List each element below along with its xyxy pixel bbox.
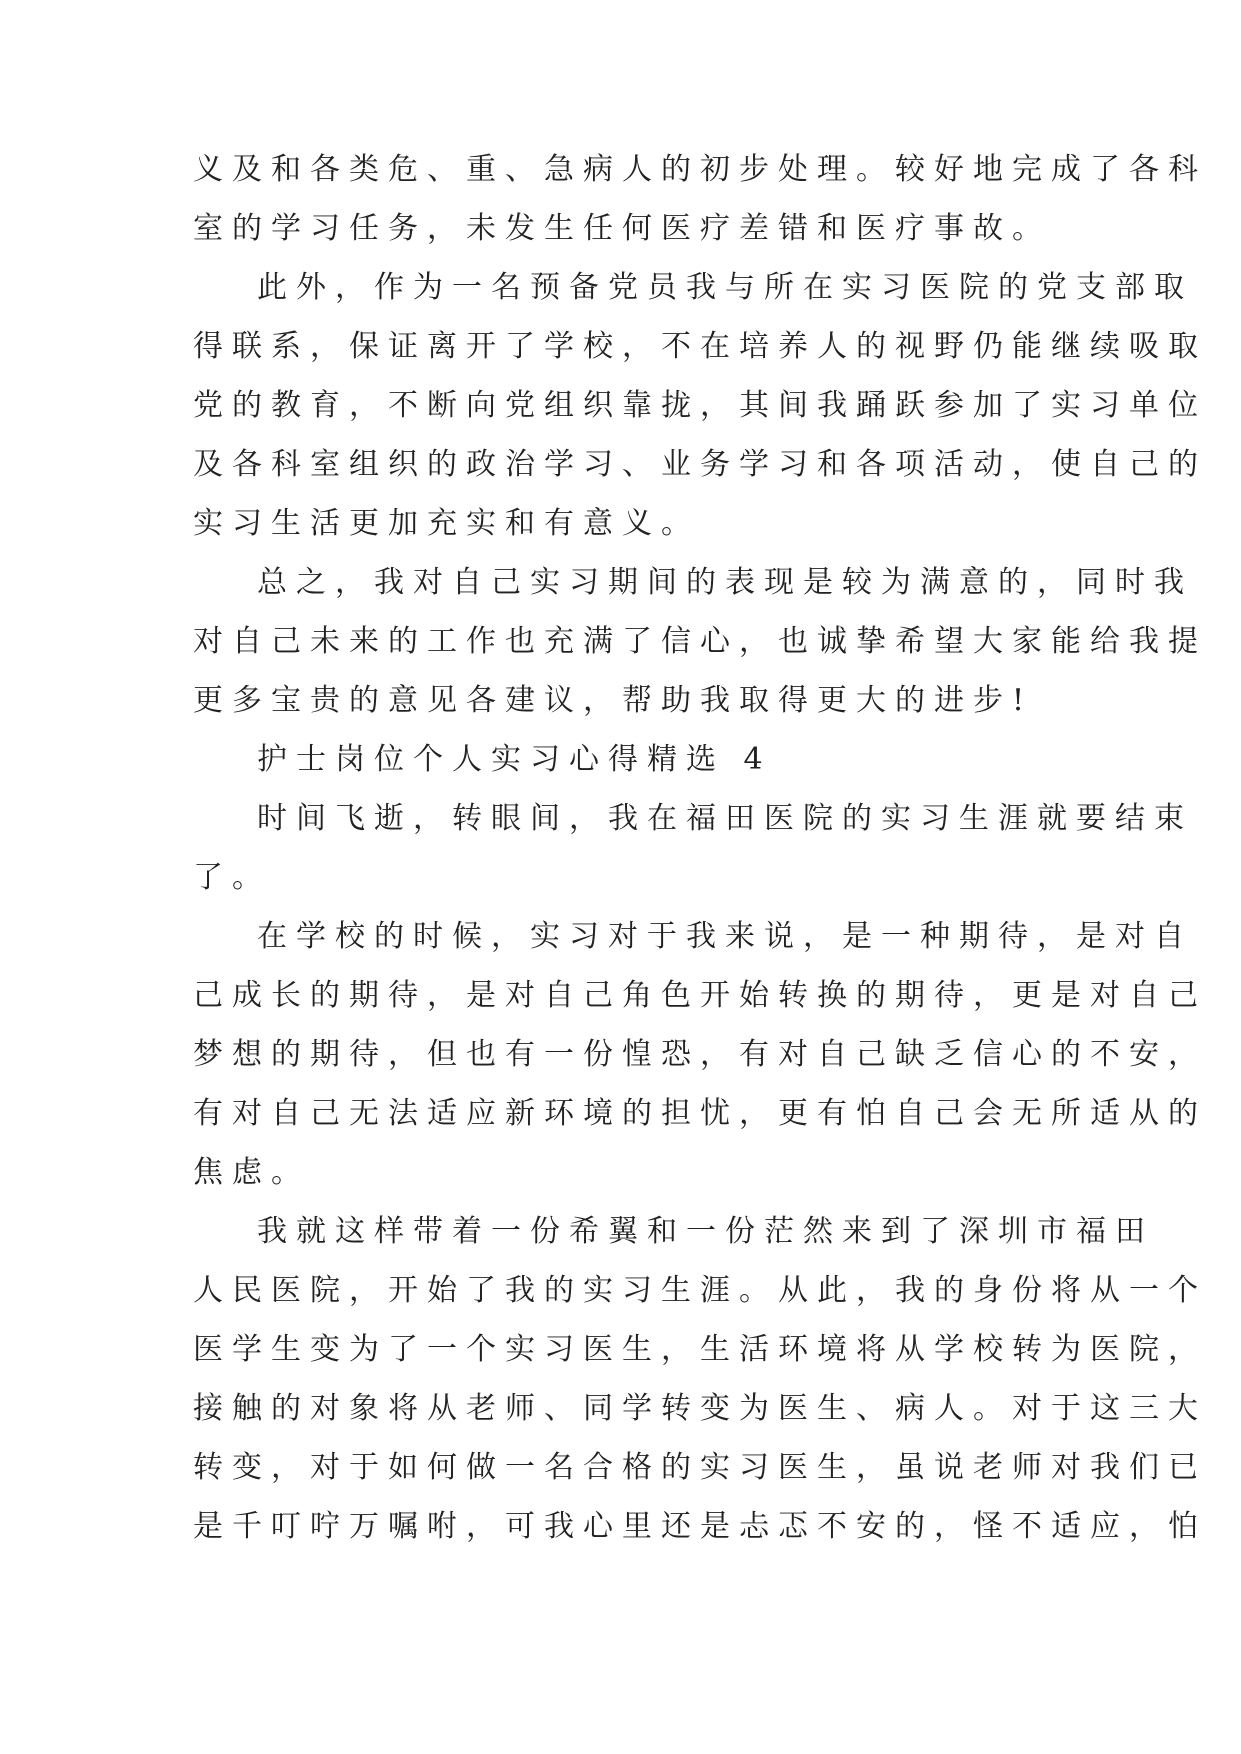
text-line: 更多宝贵的意见各建议，帮助我取得更大的进步! (193, 683, 1034, 718)
text-line: 是千叮咛万嘱咐，可我心里还是忐忑不安的，怪不适应，怕 (193, 1509, 1207, 1544)
text-line: 有对自己无法适应新环境的担忧，更有怕自己会无所适从的 (193, 1096, 1207, 1131)
text-line: 人民医院，开始了我的实习生涯。从此，我的身份将从一个 (193, 1273, 1207, 1308)
text-line: 接触的对象将从老师、同学转变为医生、病人。对于这三大 (193, 1391, 1207, 1426)
paragraph-start: 此外，作为一名预备党员我与所在实习医院的党支部取 (257, 270, 1193, 305)
text-line: 党的教育，不断向党组织靠拢，其间我踊跃参加了实习单位 (193, 388, 1207, 423)
text-line: 对自己未来的工作也充满了信心，也诚挚希望大家能给我提 (193, 624, 1207, 659)
text-line: 了。 (193, 860, 271, 895)
paragraph-start: 总之，我对自己实习期间的表现是较为满意的，同时我 (257, 565, 1193, 600)
text-line: 转变，对于如何做一名合格的实习医生，虽说老师对我们已 (193, 1450, 1207, 1485)
text-line: 及各科室组织的政治学习、业务学习和各项活动，使自己的 (193, 447, 1207, 482)
text-line: 实习生活更加充实和有意义。 (193, 506, 700, 541)
text-line: 得联系，保证离开了学校，不在培养人的视野仍能继续吸取 (193, 329, 1207, 364)
text-line: 己成长的期待，是对自己角色开始转换的期待，更是对自己 (193, 978, 1207, 1013)
text-line: 义及和各类危、重、急病人的初步处理。较好地完成了各科 (193, 152, 1207, 187)
text-line: 焦虑。 (193, 1155, 310, 1190)
section-heading: 护士岗位个人实习心得精选 4 (257, 742, 772, 777)
paragraph-start: 时间飞逝，转眼间，我在福田医院的实习生涯就要结束 (257, 801, 1193, 836)
text-line: 室的学习任务，未发生任何医疗差错和医疗事故。 (193, 211, 1051, 246)
text-line: 梦想的期待，但也有一份惶恐，有对自己缺乏信心的不安， (193, 1037, 1207, 1072)
paragraph-start: 在学校的时候，实习对于我来说，是一种期待，是对自 (257, 919, 1193, 954)
paragraph-start: 我就这样带着一份希翼和一份茫然来到了深圳市福田 (257, 1214, 1154, 1249)
text-line: 医学生变为了一个实习医生，生活环境将从学校转为医院， (193, 1332, 1207, 1367)
